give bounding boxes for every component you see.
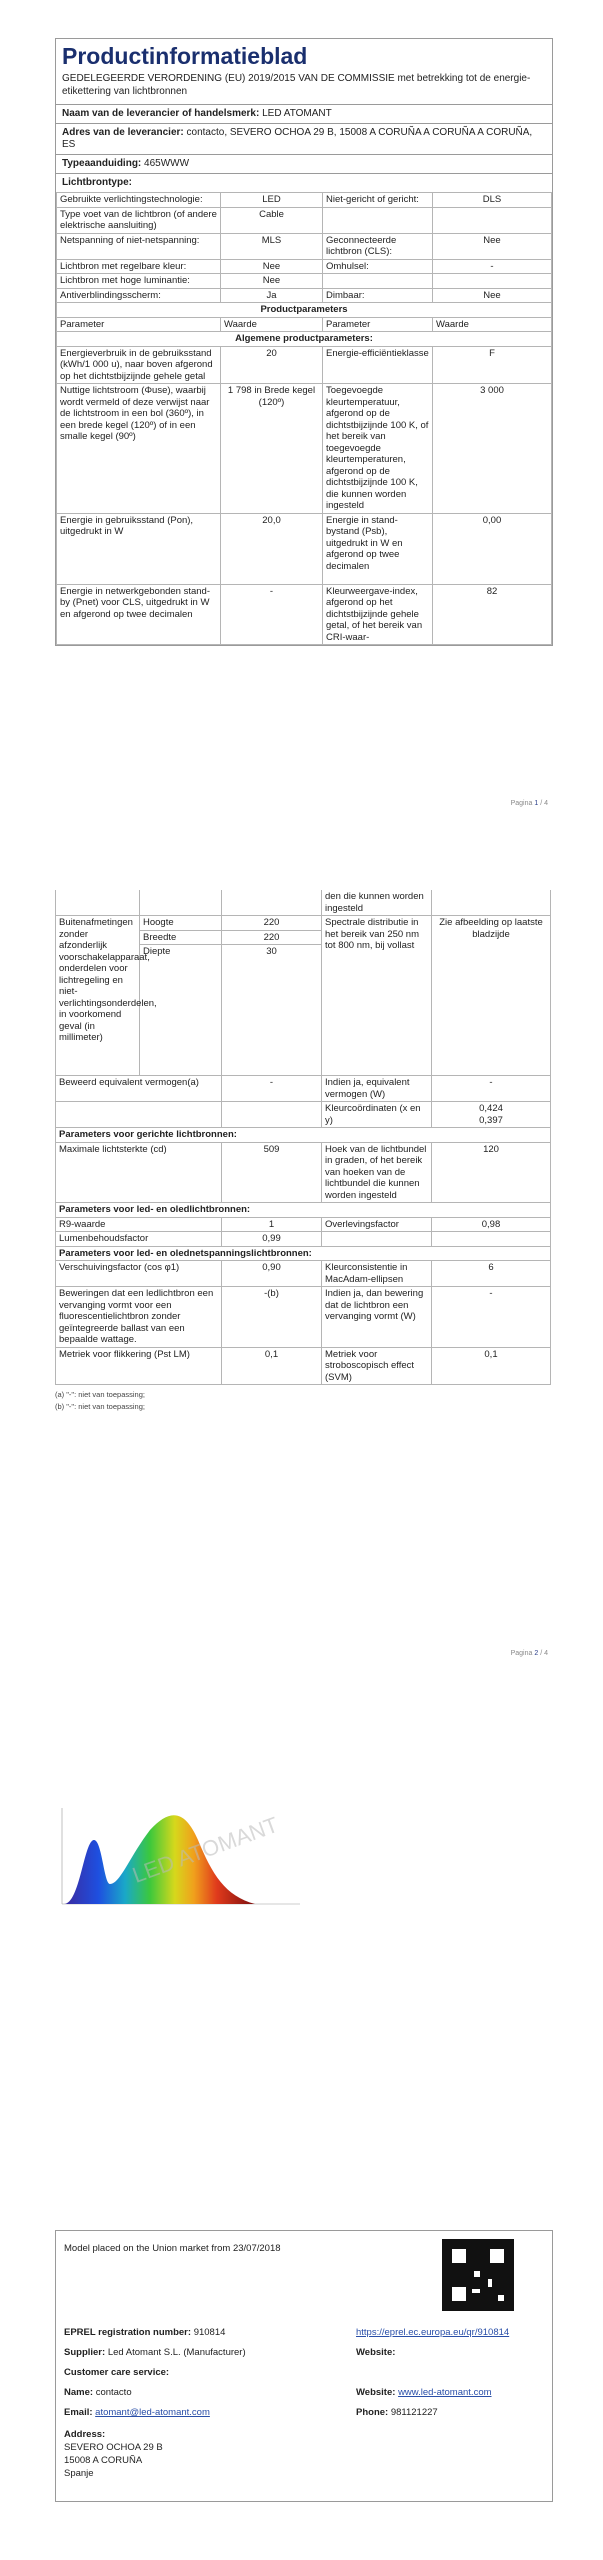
contact-email: Email: atomant@led-atomant.com	[64, 2407, 210, 2418]
table-row: Buitenafmetingen zonder afzonderlijk voorschakelapparaat, onderdelen voor lichtregeling en niet-verlichtingsonderdelen, in voorkomend geval (in millimeter) Hoogte 220 Spectrale distributie in het bereik van 250 nm tot 800 nm, bij vollast Zie afbeelding op laatste bladzijde	[56, 916, 551, 931]
address-label: Address:	[64, 2429, 106, 2440]
table-row: Verschuivingsfactor (cos φ1) 0,90 Kleurconsistentie in MacAdam-ellipsen 6	[56, 1261, 551, 1287]
table-row: Kleurcoördinaten (x en y) 0,424 0,397	[56, 1102, 551, 1128]
customer-care-label: Customer care service:	[64, 2367, 170, 2378]
address-line-1: SEVERO OCHOA 29 B	[64, 2442, 163, 2453]
table-row: R9-waarde 1 Overlevingsfactor 0,98	[56, 1217, 551, 1232]
footnote-b: (b) "-": niet van toepassing;	[55, 1402, 145, 1411]
table-row: Diepte 30	[56, 945, 551, 1076]
table-row: Parameters voor led- en olednetspanningslichtbronnen:	[56, 1246, 551, 1261]
contact-phone: Phone: 981121227	[356, 2407, 438, 2418]
regulation-text: GEDELEGEERDE VERORDENING (EU) 2019/2015 VAN DE COMMISSIE met betrekking tot de energie-etikettering van lichtbronnen	[62, 73, 531, 97]
eprel-registration: EPREL registration number: 910814	[64, 2327, 226, 2338]
model-row: Typeaanduiding: 465WWW	[56, 154, 552, 173]
spectral-distribution-graph	[50, 1800, 310, 1920]
market-date: Model placed on the Union market from 23/07/2018	[64, 2243, 281, 2254]
page-number-1: Pagina 1 / 4	[510, 800, 548, 807]
website-link[interactable]: www.led-atomant.com	[398, 2387, 492, 2398]
contact-website: Website: www.led-atomant.com	[356, 2387, 492, 2398]
table-row: den die kunnen worden ingesteld	[56, 890, 551, 916]
product-sheet-page-2	[55, 890, 551, 1413]
page-title: Productinformatieblad	[62, 43, 308, 69]
supplier-name-row: Naam van de leverancier of handelsmerk: LED ATOMANT	[56, 104, 552, 123]
lightsource-header: Lichtbrontype:	[62, 177, 132, 188]
table-row: Beweringen dat een ledlichtbron een vervanging vormt voor een fluorescentielichtbron zonder geïntegreerde ballast van een bepaalde wattage. -(b) Indien ja, dan bewering dat de lichtbron een vervanging vormt (W) -	[56, 1287, 551, 1348]
table-row: Beweerd equivalent vermogen(a) - Indien ja, equivalent vermogen (W) -	[56, 1076, 551, 1102]
address-line-3: Spanje	[64, 2468, 94, 2479]
contact-name: Name: contacto	[64, 2387, 132, 2398]
params-table-continued	[55, 890, 551, 1385]
table-row: Gebruikte verlichtingstechnologie: LED Niet-gericht of gericht: DLS	[57, 193, 552, 208]
address-line-2: 15008 A CORUÑA	[64, 2455, 143, 2466]
table-row: Parameters voor led- en oledlichtbronnen:	[56, 1203, 551, 1218]
website-label: Website:	[356, 2347, 396, 2358]
table-row: Netspanning of niet-netspanning: MLS Geconnecteerde lichtbron (CLS): Nee	[57, 233, 552, 259]
table-row: Parameters voor gerichte lichtbronnen:	[56, 1128, 551, 1143]
supplier-address-row: Adres van de leverancier: contacto, SEVERO OCHOA 29 B, 15008 A CORUÑA A CORUÑA A CORUÑA, ES	[56, 123, 552, 154]
eprel-info-box	[55, 2230, 553, 2502]
page-number-2: Pagina 2 / 4	[510, 1650, 548, 1657]
table-row: Energieverbruik in de gebruiksstand (kWh/1 000 u), naar boven afgerond op het dichtstbijzijnde gehele getal 20 Energie-efficiëntieklasse F	[57, 346, 552, 384]
table-row: Algemene productparameters:	[57, 332, 552, 347]
supplier-line: Supplier: Led Atomant S.L. (Manufacturer)	[64, 2347, 246, 2358]
table-row: Antiverblindingsscherm: Ja Dimbaar: Nee	[57, 288, 552, 303]
lightsource-table	[56, 192, 552, 645]
table-row: Lichtbron met hoge luminantie: Nee	[57, 274, 552, 289]
footnote-a: (a) "-": niet van toepassing;	[55, 1390, 145, 1399]
watermark-logo: LED ATOMANT	[128, 1811, 282, 1888]
product-sheet-page-1	[55, 38, 553, 646]
table-row: Metriek voor flikkering (Pst LM) 0,1 Metriek voor stroboscopisch effect (SVM) 0,1	[56, 1347, 551, 1385]
table-row: Type voet van de lichtbron (of andere elektrische aansluiting) Cable	[57, 207, 552, 233]
table-row: Breedte 220	[56, 930, 551, 945]
table-header-row: Parameter Waarde Parameter Waarde	[57, 317, 552, 332]
eprel-link[interactable]: https://eprel.ec.europa.eu/qr/910814	[356, 2327, 510, 2338]
qr-code-icon[interactable]	[442, 2239, 514, 2311]
email-link[interactable]: atomant@led-atomant.com	[95, 2407, 210, 2418]
lightsource-section	[56, 173, 552, 645]
table-row: Maximale lichtsterkte (cd) 509 Hoek van de lichtbundel in graden, of het bereik van hoeken van de lichtbundel die kunnen worden ingesteld 120	[56, 1142, 551, 1203]
table-row: Lumenbehoudsfactor 0,99	[56, 1232, 551, 1247]
table-row: Nuttige lichtstroom (Φuse), waarbij wordt vermeld of deze verwijst naar de lichtstroom in een bol (360º), in een brede kegel (120º) of in een smalle kegel (90º) 1 798 in Brede kegel (120º) Toegevoegde kleurtemperatuur, afgerond op de dichtstbijzijnde 100 K, of het bereik van toegevoegde kleurtemperaturen, afgerond op de dichtstbijzijnde 100 K, die kunnen worden ingesteld 3 000	[57, 384, 552, 514]
table-row: Lichtbron met regelbare kleur: Nee Omhulsel: -	[57, 259, 552, 274]
spectrum-figure	[50, 1800, 310, 1920]
table-row: Energie in gebruiksstand (Pon), uitgedrukt in W 20,0 Energie in stand-bystand (Psb), uitgedrukt in W en afgerond op twee decimalen 0,00	[57, 513, 552, 584]
table-row: Energie in netwerkgebonden stand-by (Pnet) voor CLS, uitgedrukt in W en afgerond op twee decimalen - Kleurweergave-index, afgerond op het dichtstbijzijnde gehele getal, of het bereik van CRI-waar- 82	[57, 584, 552, 645]
table-row: Productparameters	[57, 303, 552, 318]
